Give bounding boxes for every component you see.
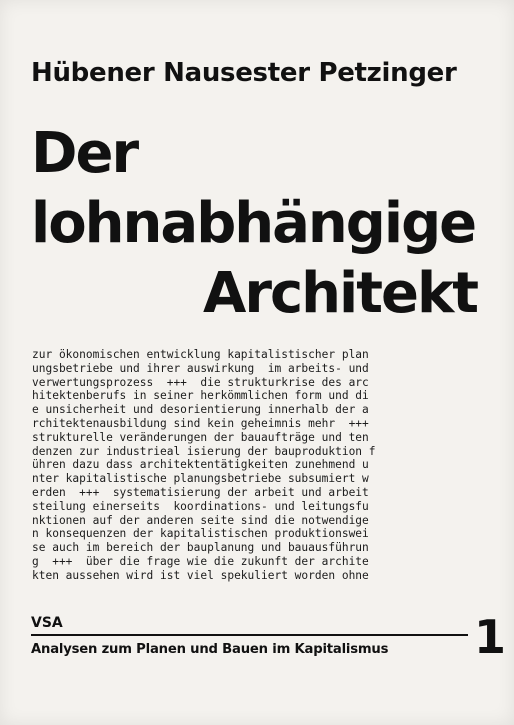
blurb-line: nter kapitalistische planungsbetriebe subsumiert w <box>32 472 369 486</box>
blurb-line: verwertungsprozess +++ die strukturkrise des arc <box>32 375 369 389</box>
blurb-line: se auch im bereich der bauplanung und bauausführun <box>32 541 369 555</box>
title-line-1: Der <box>31 121 138 186</box>
blurb-line: denzen zur industrieal isierung der bauproduktion f <box>32 444 376 458</box>
cover-blurb <box>32 348 502 583</box>
title-line-2: lohnabhängige <box>31 191 476 256</box>
book-title <box>0 112 514 332</box>
series-divider <box>31 634 468 636</box>
volume-number: 1 <box>474 610 507 664</box>
blurb-line: zur ökonomischen entwicklung kapitalistischer plan <box>32 348 369 361</box>
blurb-line: erden +++ systematisierung der arbeit und arbeit <box>32 485 369 499</box>
author-names: Hübener Nausester Petzinger <box>31 58 457 88</box>
blurb-line: nktionen auf der anderen seite sind die notwendige <box>32 513 369 527</box>
blurb-line: kten aussehen wird ist viel spekuliert worden ohne <box>32 568 369 582</box>
blurb-line: n konsequenzen der kapitalistischen produktionswei <box>32 527 369 541</box>
blurb-line: hitektenberufs in seiner herkömmlichen form und di <box>32 389 369 403</box>
blurb-line: e unsicherheit und desorientierung innerhalb der a <box>32 403 369 417</box>
blurb-line: ungsbetriebe und ihrer auswirkung im arbeits- und <box>32 361 369 375</box>
publisher-logo: VSA <box>31 615 63 631</box>
blurb-line: ühren dazu dass architektentätigkeiten zunehmend u <box>32 458 369 472</box>
title-line-3: Architekt <box>203 261 477 326</box>
blurb-line: rchitektenausbildung sind kein geheimnis mehr +++ <box>32 416 369 430</box>
blurb-line: steilung einerseits koordinations- und leitungsfu <box>32 499 369 513</box>
blurb-line: g +++ über die frage wie die zukunft der archite <box>32 554 369 568</box>
blurb-line: strukturelle veränderungen der bauaufträge und ten <box>32 430 369 444</box>
series-title: Analysen zum Planen und Bauen im Kapitalismus <box>31 642 389 657</box>
